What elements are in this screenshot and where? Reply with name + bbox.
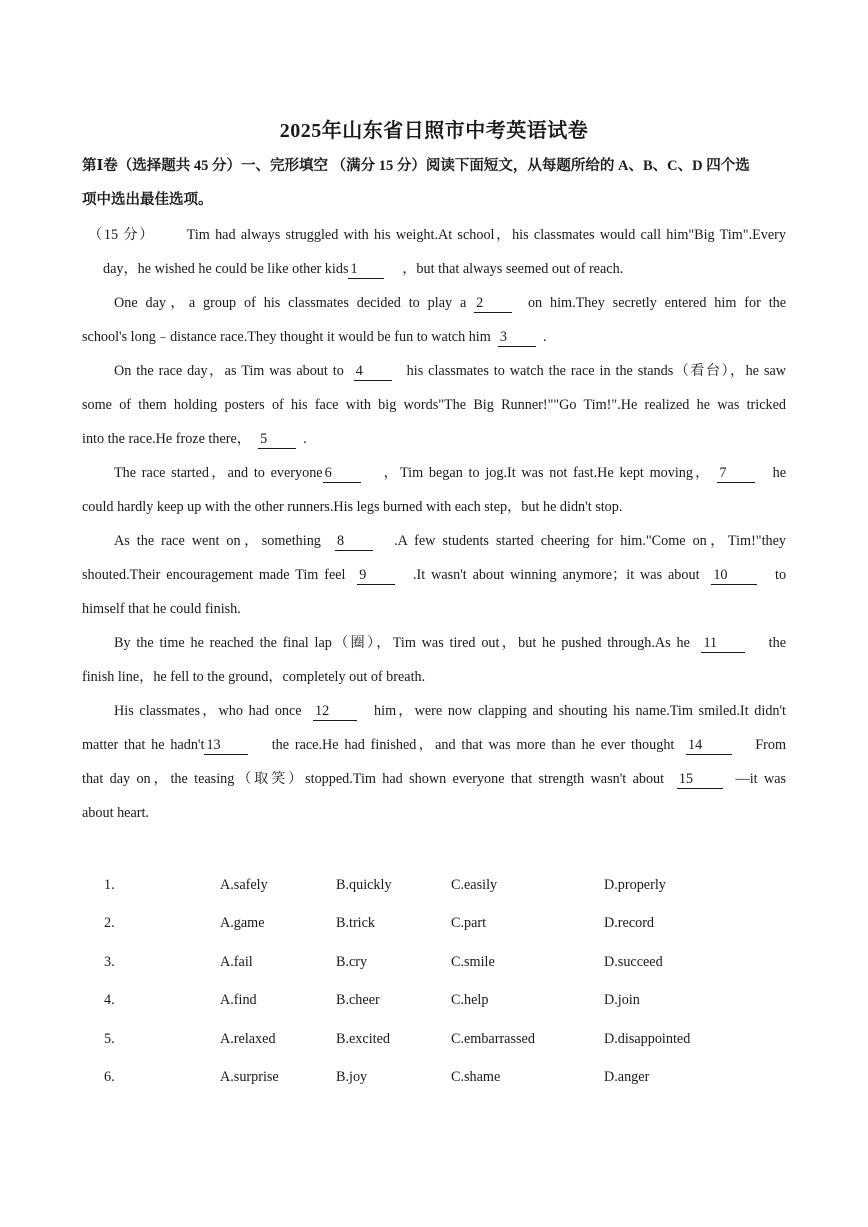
passage-text: From — [755, 737, 787, 753]
options-row — [0, 877, 868, 899]
passage-line — [82, 558, 786, 592]
passage-text: into the race.He froze there， — [82, 431, 251, 447]
passage-line — [114, 286, 786, 320]
blank-9[interactable]: 9 — [357, 567, 395, 585]
passage-text: .It wasn't about winning anymore；it was about — [412, 567, 700, 583]
option-b[interactable]: B.joy — [336, 1069, 368, 1085]
passage-text: Tim had always struggled with his weight.At school，his classmates would call him"Big Tim".Every — [186, 227, 786, 243]
blank-4[interactable]: 4 — [354, 363, 392, 381]
blank-13[interactable]: 13 — [204, 737, 248, 755]
passage-line — [82, 490, 786, 524]
question-number: 5. — [104, 1031, 115, 1047]
passage-line — [114, 626, 786, 660]
passage-line — [103, 252, 786, 286]
option-d[interactable]: D.properly — [604, 877, 666, 893]
passage-line — [114, 694, 786, 728]
passage-text: his classmates to watch the race in the stands（看台），he saw — [406, 363, 787, 379]
option-a[interactable]: A.safely — [220, 877, 268, 893]
page-title: 2025年山东省日照市中考英语试卷 — [279, 120, 589, 142]
passage-text: the race.He had finished，and that was more than he ever thought — [271, 737, 675, 753]
passage-text: shouted.Their encouragement made Tim feel — [82, 567, 346, 583]
passage-text: On the race day，as Tim was about to — [114, 363, 344, 379]
options-row — [0, 915, 868, 937]
passage-text: on him.They secretly entered him for the — [527, 295, 787, 311]
passage-text: to — [775, 567, 787, 583]
blank-12[interactable]: 12 — [313, 703, 357, 721]
passage-line — [88, 218, 786, 252]
option-b[interactable]: B.excited — [336, 1031, 390, 1047]
instructions-line-2: 项中选出最佳选项。 — [82, 192, 213, 208]
passage-line — [114, 354, 786, 388]
passage-text: about heart. — [82, 805, 149, 821]
option-b[interactable]: B.quickly — [336, 877, 392, 893]
option-d[interactable]: D.disappointed — [604, 1031, 691, 1047]
passage-text: As the race went on，something — [114, 533, 321, 549]
passage-text: him，were now clapping and shouting his name.Tim smiled.It didn't — [374, 703, 787, 719]
passage-line — [82, 796, 786, 830]
option-c[interactable]: C.shame — [451, 1069, 501, 1085]
passage-text: matter that he hadn't — [82, 737, 205, 753]
blank-1[interactable]: 1 — [348, 261, 384, 279]
options-row — [0, 1069, 868, 1091]
option-d[interactable]: D.record — [604, 915, 655, 931]
passage-text: —it was — [735, 771, 787, 787]
option-b[interactable]: B.trick — [336, 915, 376, 931]
blank-5[interactable]: 5 — [258, 431, 296, 449]
passage-line — [82, 660, 786, 694]
options-row — [0, 954, 868, 976]
passage-text: the — [768, 635, 786, 651]
options-row — [0, 1031, 868, 1053]
passage-text: school's long﹣distance race.They thought it would be fun to watch him — [82, 329, 491, 345]
question-number: 6. — [104, 1069, 115, 1085]
option-a[interactable]: A.relaxed — [220, 1031, 276, 1047]
passage-text: day，he wished he could be like other kids — [103, 261, 349, 277]
option-a[interactable]: A.game — [220, 915, 265, 931]
passage-line — [82, 388, 786, 422]
option-a[interactable]: A.surprise — [220, 1069, 279, 1085]
passage-line — [114, 456, 786, 490]
blank-11[interactable]: 11 — [701, 635, 745, 653]
passage-line — [82, 422, 786, 456]
option-a[interactable]: A.find — [220, 992, 257, 1008]
blank-2[interactable]: 2 — [474, 295, 512, 313]
passage-text: some of them holding posters of his face with big words"The Big Runner!""Go Tim!".He realized he was tricked — [82, 397, 786, 413]
passage-line — [82, 320, 786, 354]
option-d[interactable]: D.join — [604, 992, 640, 1008]
option-a[interactable]: A.fail — [220, 954, 253, 970]
option-b[interactable]: B.cheer — [336, 992, 380, 1008]
passage-text: . — [303, 431, 307, 447]
blank-10[interactable]: 10 — [711, 567, 757, 585]
blank-8[interactable]: 8 — [335, 533, 373, 551]
passage-text: ，Tim began to jog.It was not fast.He kept moving， — [383, 465, 712, 481]
option-d[interactable]: D.anger — [604, 1069, 650, 1085]
option-c[interactable]: C.embarrassed — [451, 1031, 535, 1047]
passage-text: ，but that always seemed out of reach. — [402, 261, 624, 277]
option-c[interactable]: C.help — [451, 992, 489, 1008]
blank-6[interactable]: 6 — [323, 465, 361, 483]
option-c[interactable]: C.easily — [451, 877, 498, 893]
passage-line — [82, 728, 786, 762]
options-row — [0, 992, 868, 1014]
blank-7[interactable]: 7 — [717, 465, 755, 483]
passage-text: His classmates，who had once — [114, 703, 302, 719]
passage-text: finish line，he fell to the ground，completely out of breath. — [82, 669, 426, 685]
passage-text: that day on，the teasing（取笑）stopped.Tim had shown everyone that strength wasn't about — [82, 771, 665, 787]
option-d[interactable]: D.succeed — [604, 954, 663, 970]
question-number: 3. — [104, 954, 115, 970]
question-score: （15 分） — [88, 227, 156, 243]
option-c[interactable]: C.part — [451, 915, 487, 931]
blank-14[interactable]: 14 — [686, 737, 732, 755]
blank-15[interactable]: 15 — [677, 771, 723, 789]
passage-text: he — [772, 465, 787, 481]
question-number: 4. — [104, 992, 115, 1008]
blank-3[interactable]: 3 — [498, 329, 536, 347]
passage-text: could hardly keep up with the other runners.His legs burned with each step，but he didn't stop. — [82, 499, 623, 515]
instructions-line-1: 第Ⅰ卷（选择题共 45 分）一、完形填空 （满分 15 分）阅读下面短文，从每题所给的 A、B、C、D 四个选 — [82, 158, 750, 174]
passage-text: .A few students started cheering for him."Come on，Tim!"they — [394, 533, 787, 549]
passage-line — [114, 524, 786, 558]
option-c[interactable]: C.smile — [451, 954, 495, 970]
passage-text: By the time he reached the final lap（圈），Tim was tired out，but he pushed through.As he — [114, 635, 690, 651]
question-number: 1. — [104, 877, 115, 893]
passage-line — [82, 592, 786, 626]
passage-text: The race started，and to everyone — [114, 465, 323, 481]
passage-text: . — [542, 329, 547, 345]
option-b[interactable]: B.cry — [336, 954, 368, 970]
passage-text: One day，a group of his classmates decided to play a — [114, 295, 467, 311]
passage-line — [82, 762, 786, 796]
passage-text: himself that he could finish. — [82, 601, 241, 617]
question-number: 2. — [104, 915, 115, 931]
